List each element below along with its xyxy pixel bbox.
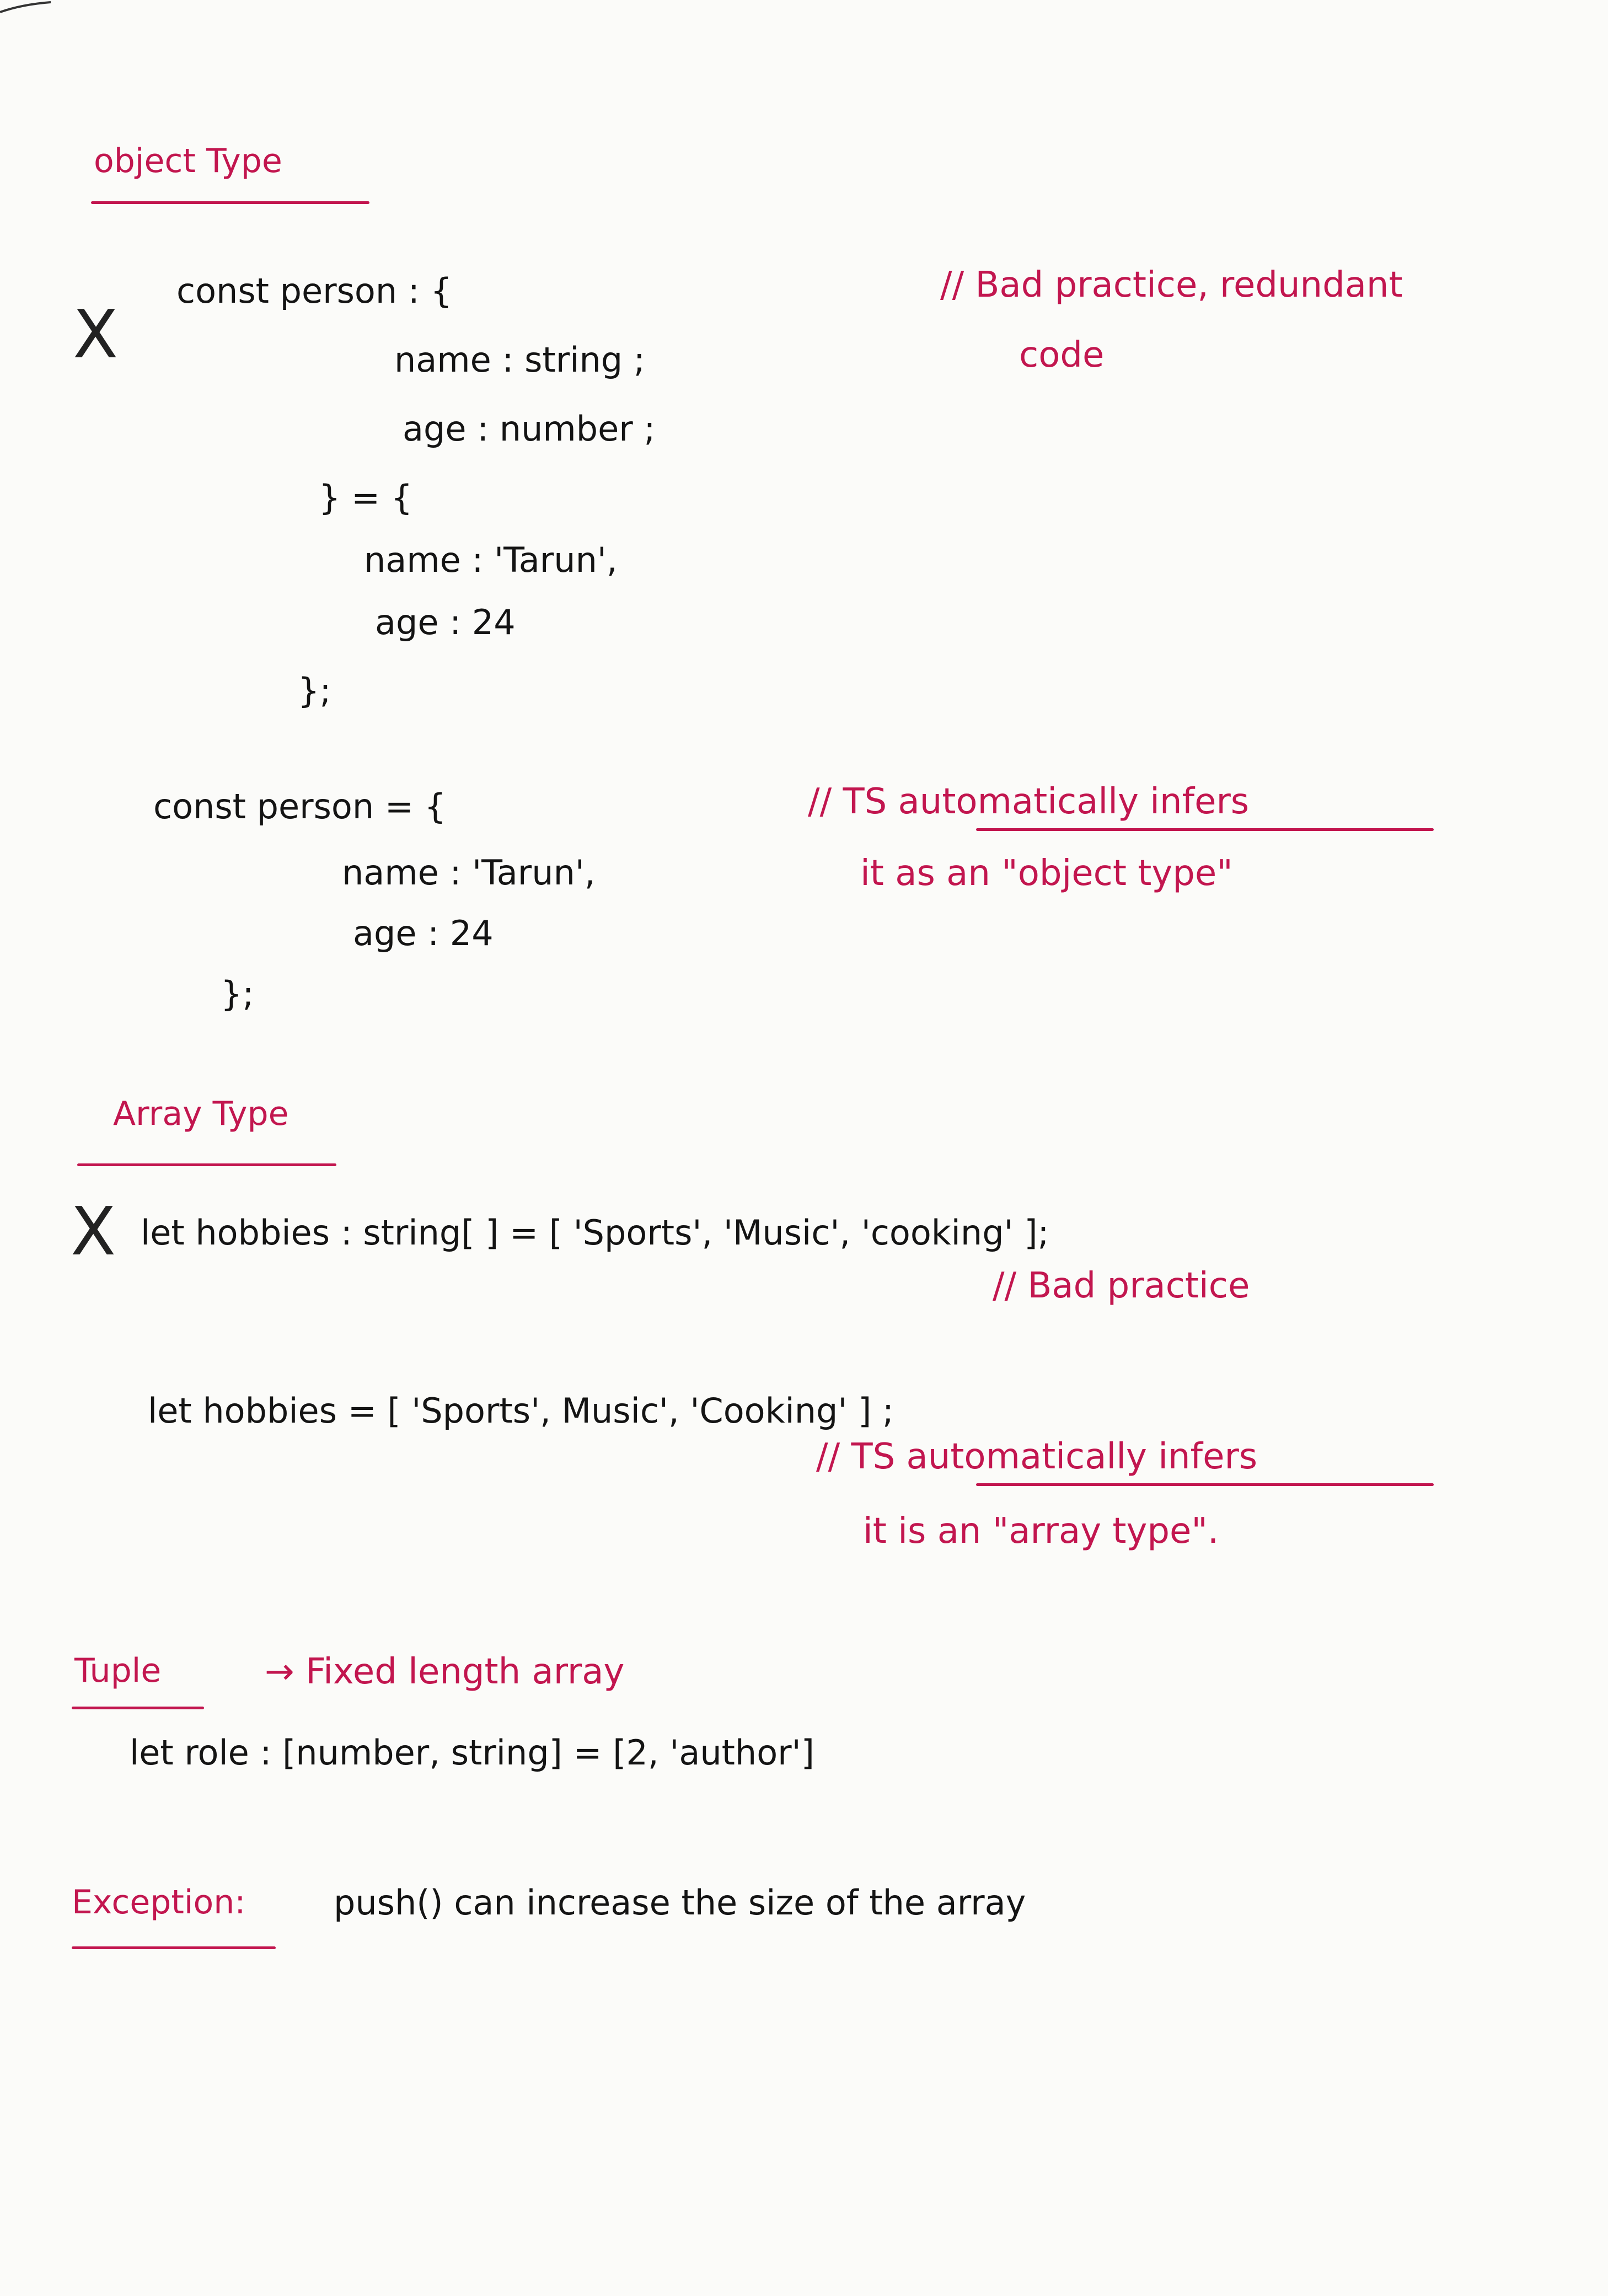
bad-practice-x-mark: X bbox=[73, 297, 119, 373]
object-type-heading: object Type bbox=[94, 142, 282, 180]
code-line: name : 'Tarun', bbox=[364, 540, 618, 580]
object-type-underline bbox=[91, 201, 369, 204]
ts-infers-comment: it as an "object type" bbox=[860, 853, 1233, 894]
array-type-underline bbox=[77, 1163, 336, 1166]
code-line: age : 24 bbox=[375, 602, 516, 642]
code-line: age : 24 bbox=[353, 913, 494, 953]
bad-practice-comment: code bbox=[1019, 335, 1105, 375]
tuple-description: → Fixed length array bbox=[265, 1651, 625, 1692]
ts-infers-comment: it is an "array type". bbox=[863, 1511, 1219, 1552]
tuple-heading: Tuple bbox=[74, 1651, 162, 1690]
code-line: }; bbox=[298, 670, 331, 711]
bad-practice-x-mark: X bbox=[71, 1194, 116, 1270]
page-corner-mark bbox=[0, 0, 66, 33]
code-line: let hobbies : string[ ] = [ 'Sports', 'Music', 'cooking' ]; bbox=[141, 1213, 1049, 1253]
code-line: const person : { bbox=[176, 271, 452, 311]
bad-practice-comment: // Bad practice bbox=[993, 1265, 1250, 1306]
array-type-heading: Array Type bbox=[113, 1095, 289, 1133]
exception-label: Exception: bbox=[72, 1883, 246, 1922]
exception-text: push() can increase the size of the array bbox=[334, 1882, 1026, 1923]
tuple-underline bbox=[72, 1707, 204, 1709]
code-line: }; bbox=[221, 974, 254, 1014]
ts-infers-comment: // TS automatically infers bbox=[808, 781, 1250, 822]
code-line: let role : [number, string] = [2, 'author'] bbox=[130, 1732, 814, 1773]
code-line: name : 'Tarun', bbox=[342, 852, 596, 893]
ts-infers-underline bbox=[976, 1483, 1434, 1486]
code-line: name : string ; bbox=[394, 340, 645, 380]
bad-practice-comment: // Bad practice, redundant bbox=[940, 265, 1403, 305]
ts-infers-comment: // TS automatically infers bbox=[816, 1436, 1258, 1477]
code-line: const person = { bbox=[153, 786, 446, 827]
code-line: age : number ; bbox=[403, 409, 656, 449]
exception-underline bbox=[72, 1946, 276, 1949]
ts-infers-underline bbox=[976, 828, 1434, 831]
code-line: } = { bbox=[319, 478, 413, 518]
code-line: let hobbies = [ 'Sports', Music', 'Cooking' ] ; bbox=[148, 1391, 894, 1431]
